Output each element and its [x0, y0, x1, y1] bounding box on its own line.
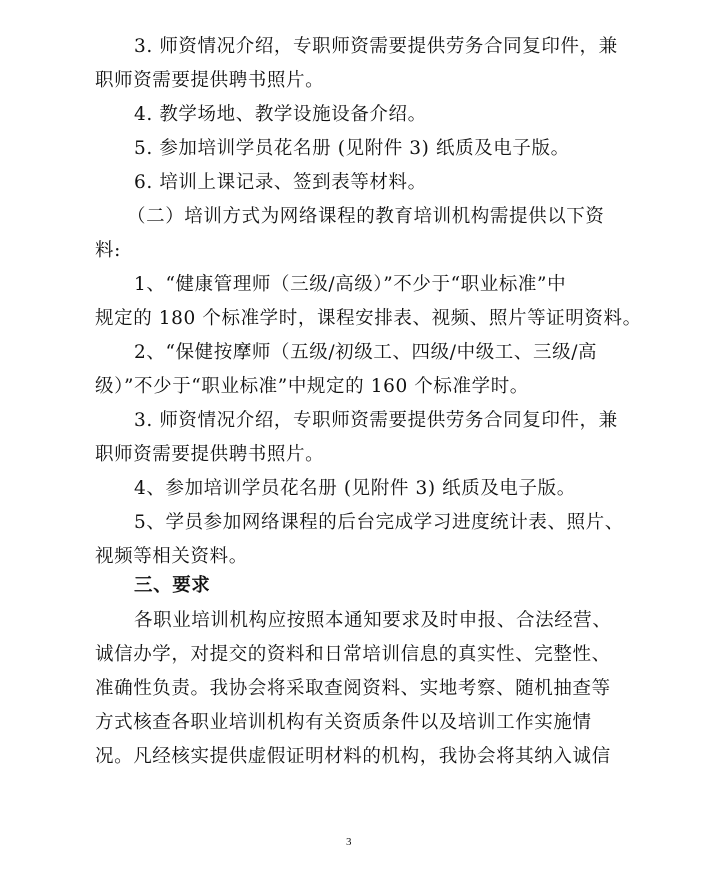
text-line: （二）培训方式为网络课程的教育培训机构需提供以下资 — [127, 206, 605, 227]
text-line: 准确性负责。我协会将采取查阅资料、实地考察、随机抽查等 — [95, 678, 611, 699]
text-line: 5、学员参加网络课程的后台完成学习进度统计表、照片、 — [134, 512, 624, 533]
text-line: 规定的 180 个标准学时，课程安排表、视频、照片等证明资料。 — [95, 308, 642, 329]
text-line: 4. 教学场地、教学设施设备介绍。 — [134, 104, 427, 125]
text-line: 6. 培训上课记录、签到表等材料。 — [134, 172, 427, 193]
text-line: 视频等相关资料。 — [95, 546, 248, 567]
text-line: 2、“保健按摩师（五级/初级工、四级/中级工、三级/高 — [134, 342, 598, 363]
text-line: 级）”不少于“职业标准”中规定的 160 个标准学时。 — [95, 376, 529, 397]
text-line: 3. 师资情况介绍，专职师资需要提供劳务合同复印件，兼 — [134, 36, 618, 57]
text-line: 料: — [95, 240, 121, 261]
text-line: 方式核查各职业培训机构有关资质条件以及培训工作实施情 — [95, 712, 592, 733]
text-line: 职师资需要提供聘书照片。 — [95, 444, 325, 465]
text-line: 1、“健康管理师（三级/高级）”不少于“职业标准”中 — [134, 274, 567, 295]
text-line: 3. 师资情况介绍，专职师资需要提供劳务合同复印件，兼 — [134, 410, 618, 431]
text-line: 诚信办学，对提交的资料和日常培训信息的真实性、完整性、 — [95, 644, 611, 665]
text-line: 5. 参加培训学员花名册 (见附件 3) 纸质及电子版。 — [134, 138, 570, 159]
text-line: 4、参加培训学员花名册 (见附件 3) 纸质及电子版。 — [134, 478, 576, 499]
page-number: 3 — [346, 836, 352, 848]
text-line: 职师资需要提供聘书照片。 — [95, 70, 325, 91]
section-heading: 三、要求 — [134, 575, 211, 596]
text-line: 况。凡经核实提供虚假证明材料的机构，我协会将其纳入诚信 — [95, 746, 611, 767]
text-line: 各职业培训机构应按照本通知要求及时申报、合法经营、 — [134, 610, 612, 631]
